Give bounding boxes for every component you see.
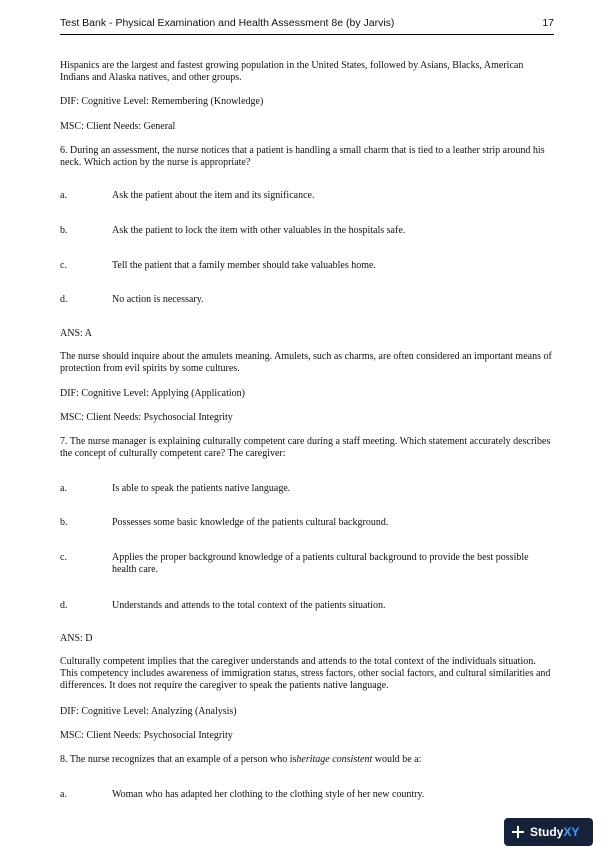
option-text: Ask the patient to lock the item with other valuables in the hospitals safe.	[112, 225, 406, 236]
option-text: Woman who has adapted her clothing to the clothing style of her new country.	[112, 789, 425, 800]
option-text: No action is necessary.	[112, 294, 204, 305]
question-stem-7: 7. The nurse manager is explaining culturally competent care during a staff meeting. Which statement accurately describes the concept of culturally competent care? The caregiver:	[60, 436, 551, 459]
option-letter: a.	[60, 789, 67, 800]
answer-key: ANS: A	[60, 328, 92, 339]
option-letter: d.	[60, 600, 68, 611]
rationale-text: The nurse should inquire about the amulets meaning. Amulets, such as charms, are often considered an important means of protection from evil spirits by some cultures.	[60, 351, 552, 374]
stem-text-end: would be a:	[374, 754, 422, 765]
badge-word-study: Study	[530, 825, 564, 839]
question-stem-6: 6. During an assessment, the nurse notices that a patient is handling a small charm that is tied to a leather strip around his neck. Which action by the nurse is appropriate?	[60, 145, 545, 168]
option-text: Is able to speak the patients native language.	[112, 483, 291, 494]
stem-italic-term: heritage consistent	[296, 754, 373, 765]
page-header	[60, 14, 554, 35]
option-letter: a.	[60, 190, 67, 201]
document-title: Test Bank - Physical Examination and Health Assessment 8e (by Jarvis)	[60, 17, 395, 29]
msc-text: MSC: Client Needs: General	[60, 121, 176, 132]
option-letter: c.	[60, 552, 67, 563]
dif-text: DIF: Cognitive Level: Remembering (Knowledge)	[60, 96, 264, 107]
msc-text: MSC: Client Needs: Psychosocial Integrity	[60, 412, 233, 423]
studyxy-badge[interactable]	[504, 818, 593, 846]
option-text: Understands and attends to the total context of the patients situation.	[112, 600, 386, 611]
plus-icon	[512, 826, 524, 838]
question-stem-8	[60, 754, 554, 766]
option-text: Applies the proper background knowledge of a patients cultural background to provide the best possible health care.	[112, 552, 529, 575]
option-letter: a.	[60, 483, 67, 494]
page-number: 17	[542, 17, 554, 29]
answer-key: ANS: D	[60, 633, 93, 644]
option-letter: b.	[60, 517, 68, 528]
option-letter: d.	[60, 294, 68, 305]
option-text: Ask the patient about the item and its significance.	[112, 190, 315, 201]
rationale-text: Culturally competent implies that the caregiver understands and attends to the total context of the individuals situation. This competency includes awareness of immigration status, stress factors, other social factors, and cultural similarities and differences. It does not require the caregiver to speak the patients native language.	[60, 656, 551, 691]
rationale-text: Hispanics are the largest and fastest growing population in the United States, followed by Asians, Blacks, American Indians and Alaska natives, and other groups.	[60, 60, 524, 83]
dif-text: DIF: Cognitive Level: Applying (Application)	[60, 388, 245, 399]
stem-text: 8. The nurse recognizes that an example of a person who is	[60, 754, 297, 765]
option-text: Tell the patient that a family member should take valuables home.	[112, 260, 376, 271]
badge-word-xy: XY	[563, 825, 580, 839]
option-letter: b.	[60, 225, 68, 236]
dif-text: DIF: Cognitive Level: Analyzing (Analysis)	[60, 706, 237, 717]
option-letter: c.	[60, 260, 67, 271]
option-text: Possesses some basic knowledge of the patients cultural background.	[112, 517, 389, 528]
msc-text: MSC: Client Needs: Psychosocial Integrity	[60, 730, 233, 741]
